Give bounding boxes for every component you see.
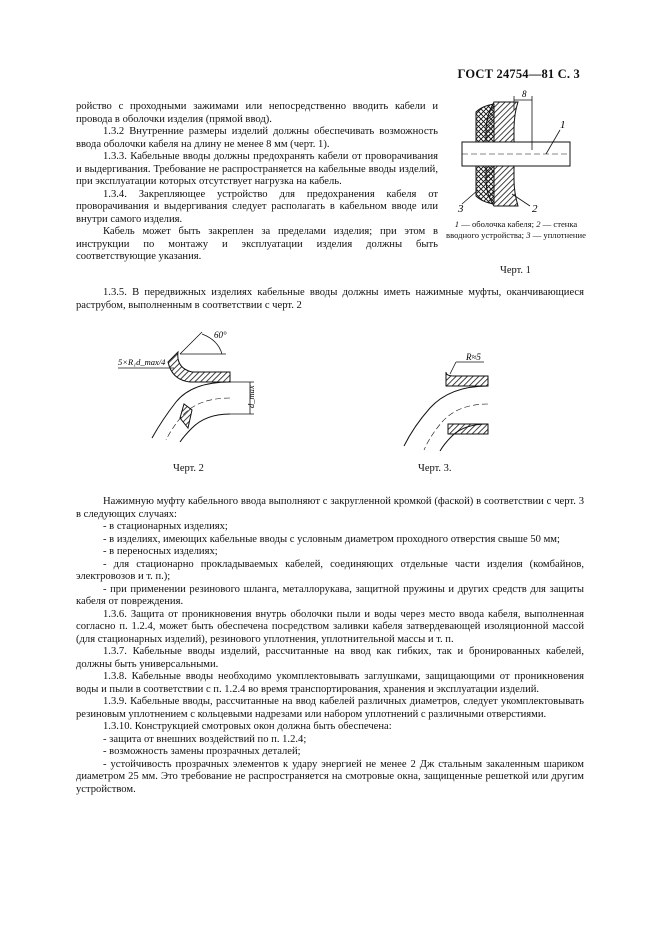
paragraph: 1.3.3. Кабельные вводы должны предохранять кабели от проворачивания и выдергивания. Требование не распространяется на кабельные вводы изделий, при эксплуатации которых отсутствует нагрузка на кабель.: [76, 151, 438, 187]
paragraph: Кабель может быть закреплен за пределами изделия; при этом в инструкции по монтажу и эксплуатации изделия должны быть соответствующие указания.: [76, 226, 438, 262]
paragraph: 1.3.8. Кабельные вводы необходимо укомплектовывать заглушками, защищающими от проникновения воды и пыли в соответствии с п. 1.2.4 во время транспортирования, хранения и эксплуатации изделий.: [76, 671, 584, 695]
fig1-dim-label: 8: [522, 89, 527, 99]
list-item: - возможность замены прозрачных деталей;: [103, 746, 301, 757]
paragraph: 1.3.7. Кабельные вводы изделий, рассчитанные на ввод как гибких, так и бронированных кабелей, должны быть универсальными.: [76, 646, 584, 670]
list-item: - устойчивость прозрачных элементов к удару энергией не менее 2 Дж стальным закаленным шариком диаметром 25 мм. Это требование не распространяется на смотровые окна, защищенные решеткой или другим устройством.: [76, 758, 584, 795]
figure-1-drawing: [456, 89, 576, 219]
figure-2-label: Черт. 2: [173, 463, 204, 474]
caption-text: — стенка вводного устройства;: [446, 219, 578, 240]
lower-text-block: [76, 496, 584, 796]
caption-text: — оболочка кабеля;: [459, 219, 537, 229]
paragraph: ройство с проходными зажимами или непосредственно вводить кабели и провода в оболочки изделия (прямой ввод).: [76, 101, 438, 125]
fig2-diameter-label: d_max: [246, 385, 256, 408]
list-item: - при применении резинового шланга, металлорукава, защитной пружины и других средств для защиты кабеля от повреждения.: [76, 583, 584, 607]
caption-text: — уплотнение: [530, 230, 586, 240]
figure-3-drawing: [384, 346, 494, 451]
fig1-callout-2: 2: [532, 203, 538, 215]
list-item: - для стационарно прокладываемых кабелей, соединяющих отдельные части изделия (комбайнов, электровозов и т. п.);: [76, 558, 584, 582]
figure-1-caption: [446, 219, 586, 241]
fig3-radius-label: R≈5: [466, 352, 481, 362]
paragraph: 1.3.6. Защита от проникновения внутрь оболочки пыли и воды через место ввода кабеля, выполненная согласно п. 1.2.4, может быть обеспечена посредством заливки кабеля затвердевающей изоляционной массой (для стационарных изделий), резинового уплотнения, уплотнительной массы и т. п.: [76, 608, 584, 645]
figure-3-label: Черт. 3.: [418, 463, 452, 474]
paragraph: 1.3.2 Внутренние размеры изделий должны обеспечивать возможность ввода оболочки кабеля на длину не менее 8 мм (черт. 1).: [76, 126, 438, 150]
fig1-callout-1: 1: [560, 119, 566, 131]
caption-num: 1: [454, 219, 460, 229]
page-header: ГОСТ 24754—81 С. 3: [457, 67, 580, 81]
fig2-radius-label: 5×R₁d_max/4: [118, 357, 166, 367]
paragraph: 1.3.4. Закрепляющее устройство для предохранения кабеля от проворачивания и выдергивания следует располагать в кабельном вводе или внутри самого изделия.: [76, 188, 438, 225]
list-item: - в изделиях, имеющих кабельные вводы с условным диаметром проходного отверстия свыше 50 мм;: [103, 533, 560, 545]
column-text-block: [76, 101, 438, 264]
paragraph: 1.3.10. Конструкцией смотровых окон должна быть обеспечена:: [103, 721, 392, 732]
paragraph: 1.3.9. Кабельные вводы, рассчитанные на ввод кабелей различных диаметров, следует укомплектовывать резиновым уплотнением с кольцевыми надрезами или набором уплотнений с различными отверстиями.: [76, 696, 584, 720]
list-item: - в стационарных изделиях;: [103, 521, 228, 532]
list-item: - защита от внешних воздействий по п. 1.2.4;: [103, 733, 307, 745]
paragraph: Нажимную муфту кабельного ввода выполняют с закругленной кромкой (фаской) в соответствии с черт. 3 в следующих случаях:: [76, 496, 584, 520]
main-text-block: [76, 287, 584, 312]
fig1-callout-3: 3: [458, 203, 464, 215]
fig2-angle-label: 60°: [214, 330, 227, 340]
paragraph: 1.3.5. В передвижных изделиях кабельные вводы должны иметь нажимные муфты, оканчивающиеся раструбом, выполненным в соответствии с черт. 2: [76, 287, 584, 311]
figure-1-label: Черт. 1: [500, 265, 531, 276]
caption-num: 2: [536, 219, 541, 229]
figure-2-drawing: [118, 328, 268, 443]
list-item: - в переносных изделиях;: [103, 546, 218, 557]
caption-num: 3: [526, 230, 531, 240]
